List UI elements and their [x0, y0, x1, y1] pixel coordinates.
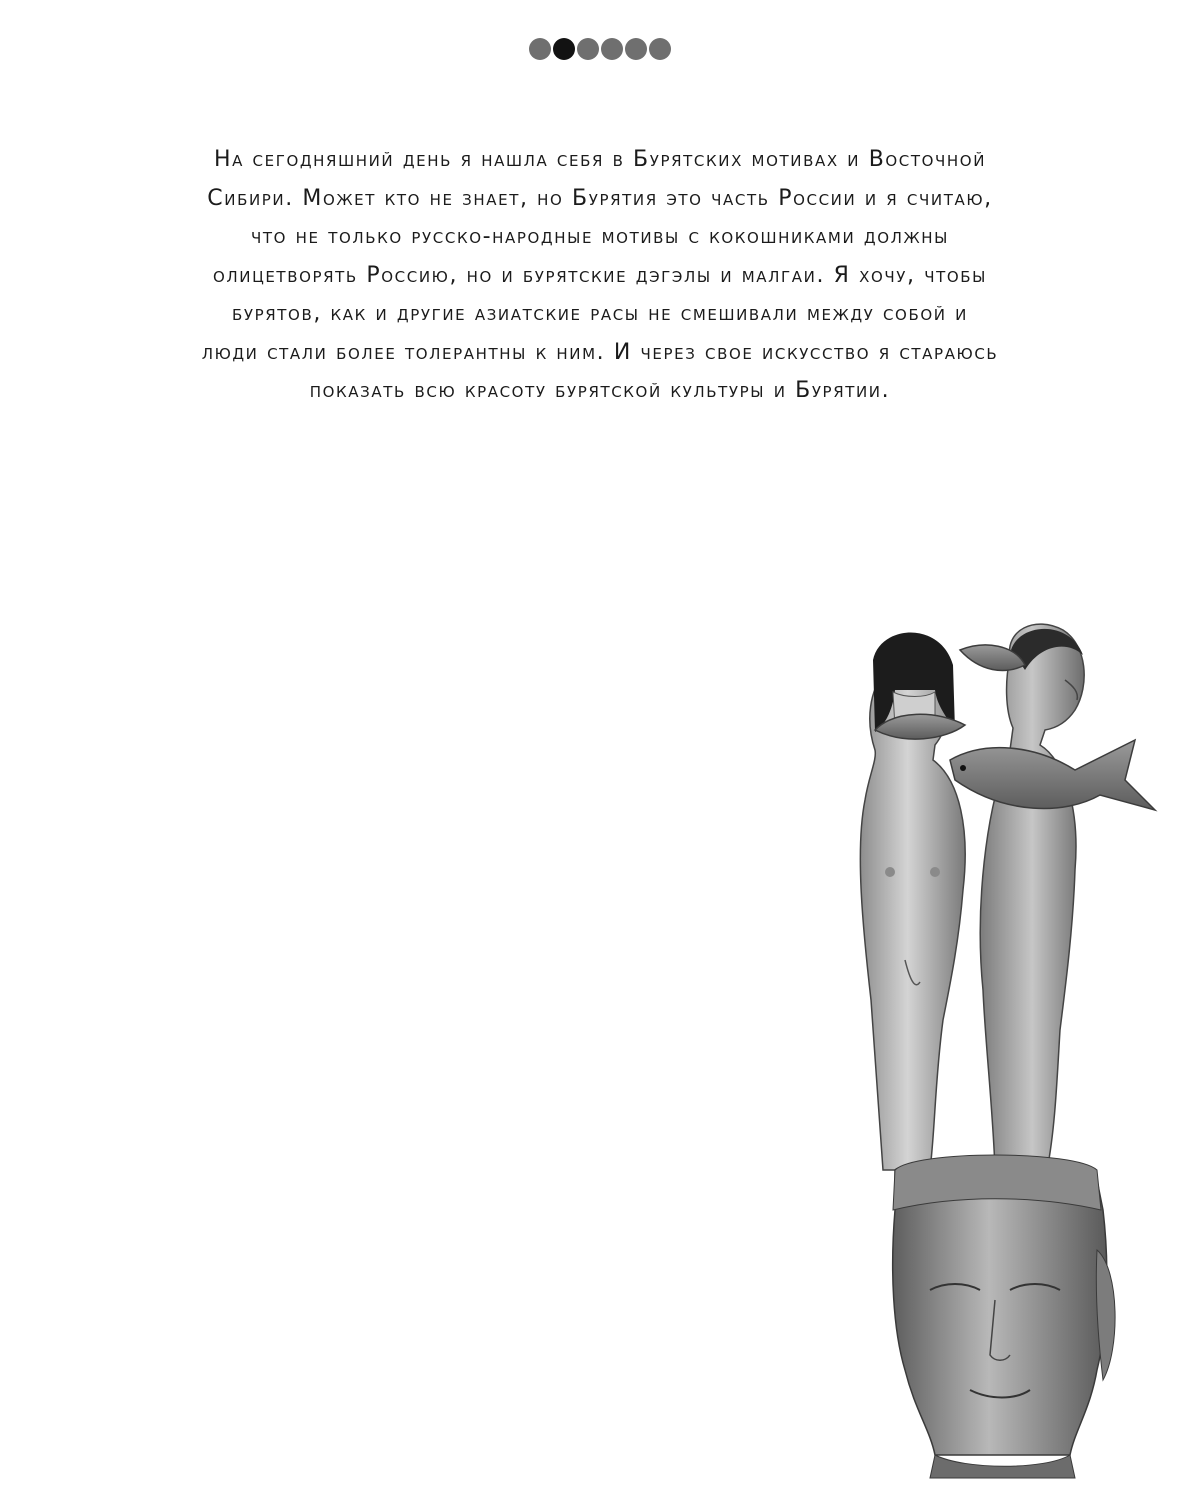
paragraph-line: На сегодняшний день я нашла себя в Бурятских мотивах и Восточной — [213, 147, 987, 172]
page-dot-1[interactable] — [529, 38, 551, 60]
page-dot-3[interactable] — [577, 38, 599, 60]
female-figure — [860, 633, 965, 1171]
buddha-head — [893, 1155, 1115, 1478]
paragraph-line: олицетворять Россию, но и бурятские дэгэлы и малгаи. Я хочу, чтобы — [213, 262, 987, 288]
male-figure — [980, 624, 1084, 1170]
statement-paragraph — [60, 141, 1140, 411]
artwork-illustration — [835, 610, 1190, 1490]
paragraph-line: бурятов, как и другие азиатские расы не смешивали между собой и — [232, 301, 968, 326]
paragraph-line: показать всю красоту бурятской культуры и Бурятии. — [309, 378, 891, 403]
paragraph-line: что не только русско-народные мотивы с кокошниками должны — [251, 224, 949, 249]
paragraph-line: люди стали более толерантны к ним. И через свое искусство я стараюсь — [201, 339, 999, 365]
paragraph-line: Сибири. Может кто не знает, но Бурятия это часть России и я считаю, — [207, 185, 993, 211]
page-dot-2-active[interactable] — [553, 38, 575, 60]
page-dot-6[interactable] — [649, 38, 671, 60]
page-indicator — [0, 38, 1200, 60]
page-dot-5[interactable] — [625, 38, 647, 60]
page-dot-4[interactable] — [601, 38, 623, 60]
